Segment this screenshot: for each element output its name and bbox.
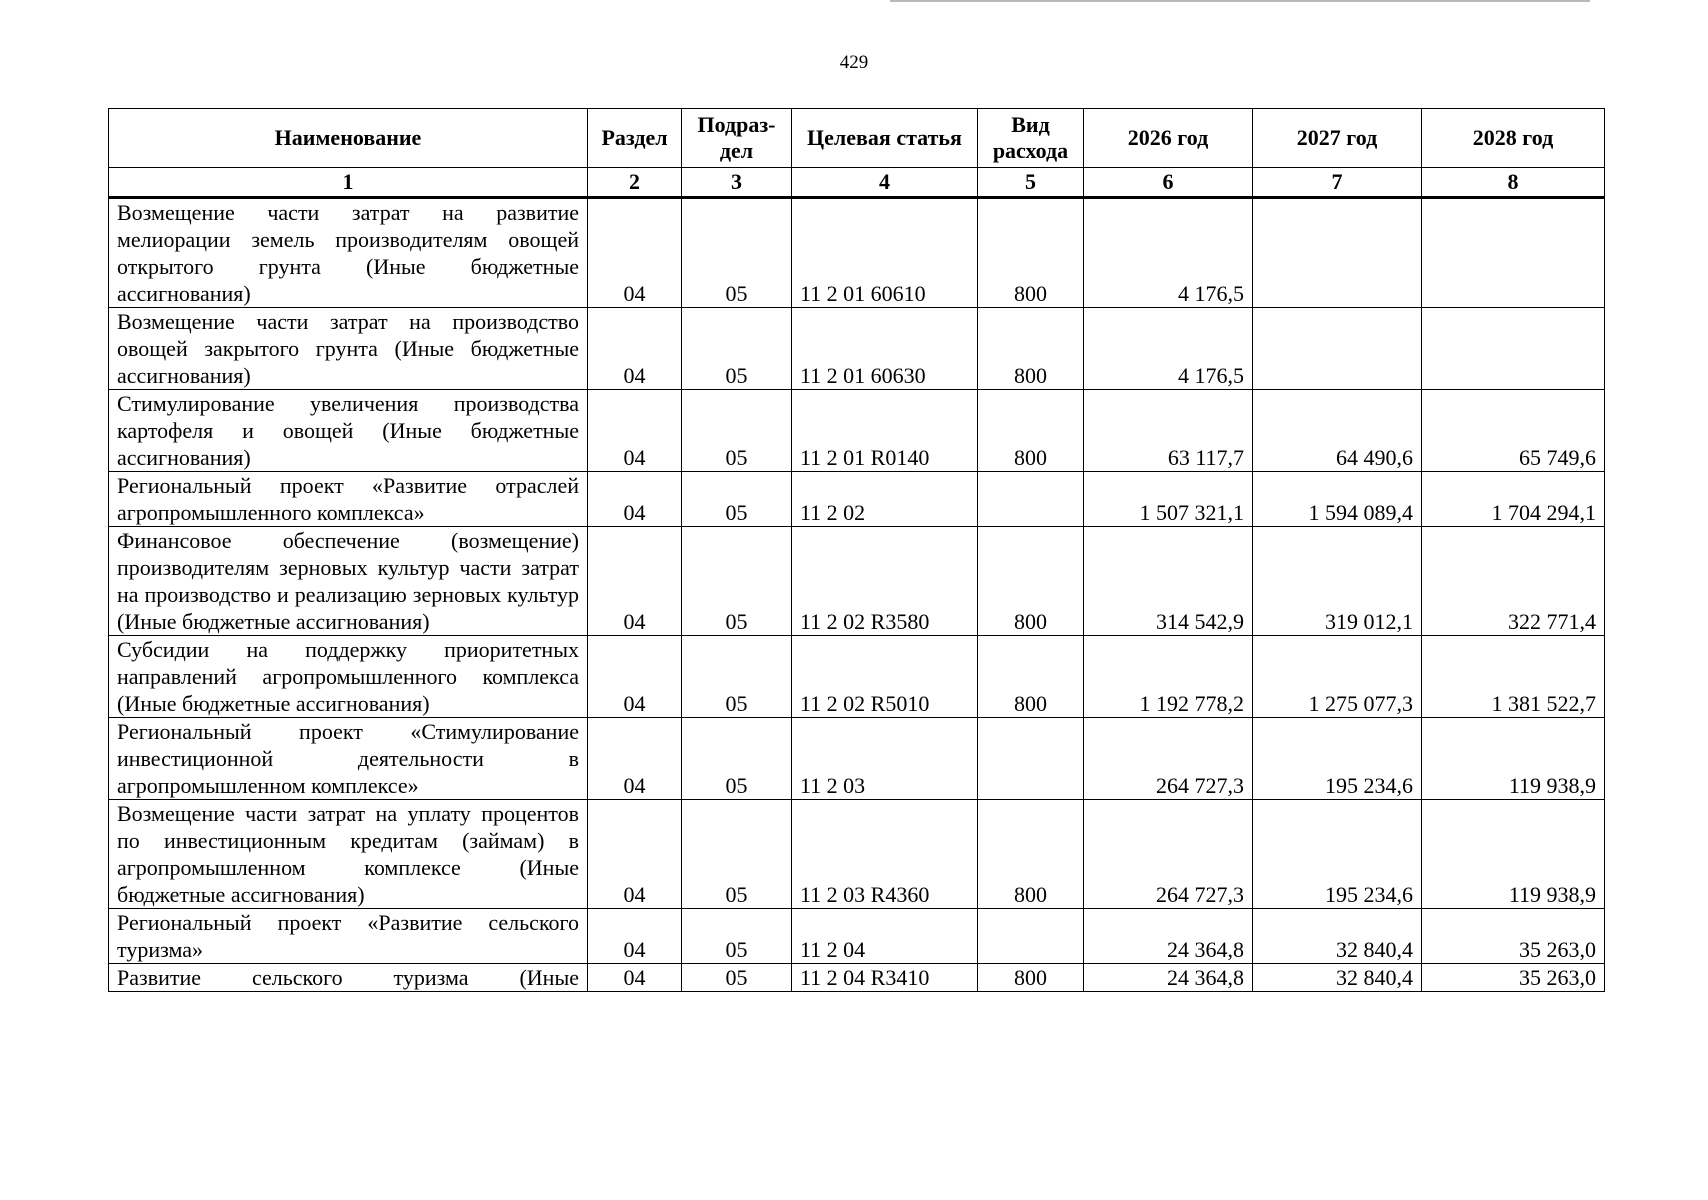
- column-number: 4: [792, 168, 978, 198]
- header-podrazdel: Подраз-дел: [682, 109, 792, 168]
- column-number-row: [109, 168, 1605, 198]
- row-target: 11 2 02 R5010: [792, 636, 978, 718]
- header-name: Наименование: [109, 109, 588, 168]
- row-2028: 65 749,6: [1422, 390, 1605, 472]
- row-2027: 64 490,6: [1253, 390, 1422, 472]
- scan-edge-line: [890, 0, 1590, 2]
- row-podrazdel: 05: [682, 909, 792, 964]
- table-row: [109, 198, 1605, 308]
- row-target: 11 2 02: [792, 472, 978, 527]
- row-name: Субсидии на поддержку приоритетных направлений агропромышленного комплекса (Иные бюджетные ассигнования): [109, 636, 588, 718]
- row-vid: 800: [978, 308, 1084, 390]
- row-razdel: 04: [588, 472, 682, 527]
- table-row: [109, 636, 1605, 718]
- row-2027: 32 840,4: [1253, 964, 1422, 992]
- header-target: Целевая статья: [792, 109, 978, 168]
- row-podrazdel: 05: [682, 800, 792, 909]
- row-razdel: 04: [588, 964, 682, 992]
- row-vid: [978, 472, 1084, 527]
- row-2026: 1 192 778,2: [1084, 636, 1253, 718]
- row-2028: 1 381 522,7: [1422, 636, 1605, 718]
- row-target: 11 2 01 60610: [792, 198, 978, 308]
- row-vid: 800: [978, 636, 1084, 718]
- row-podrazdel: 05: [682, 718, 792, 800]
- row-razdel: 04: [588, 718, 682, 800]
- row-vid: [978, 718, 1084, 800]
- row-podrazdel: 05: [682, 198, 792, 308]
- row-2026: 264 727,3: [1084, 800, 1253, 909]
- header-2027: 2027 год: [1253, 109, 1422, 168]
- row-target: 11 2 03: [792, 718, 978, 800]
- table-row: [109, 909, 1605, 964]
- row-target: 11 2 04 R3410: [792, 964, 978, 992]
- row-name: Возмещение части затрат на уплату процентов по инвестиционным кредитам (займам) в агропромышленном комплексе (Иные бюджетные ассигнования): [109, 800, 588, 909]
- row-target: 11 2 03 R4360: [792, 800, 978, 909]
- row-name: Стимулирование увеличения производства картофеля и овощей (Иные бюджетные ассигнования): [109, 390, 588, 472]
- column-number: 3: [682, 168, 792, 198]
- row-2028: 119 938,9: [1422, 718, 1605, 800]
- row-razdel: 04: [588, 909, 682, 964]
- row-2026: 4 176,5: [1084, 198, 1253, 308]
- table-row: [109, 390, 1605, 472]
- table-row: [109, 800, 1605, 909]
- row-2026: 314 542,9: [1084, 527, 1253, 636]
- row-name: Региональный проект «Развитие отраслей агропромышленного комплекса»: [109, 472, 588, 527]
- page-number: 429: [839, 52, 869, 73]
- row-2027: 195 234,6: [1253, 718, 1422, 800]
- row-podrazdel: 05: [682, 472, 792, 527]
- column-number: 1: [109, 168, 588, 198]
- row-2027: 32 840,4: [1253, 909, 1422, 964]
- row-vid: [978, 909, 1084, 964]
- row-razdel: 04: [588, 390, 682, 472]
- row-podrazdel: 05: [682, 636, 792, 718]
- row-razdel: 04: [588, 527, 682, 636]
- table-row: [109, 527, 1605, 636]
- row-target: 11 2 04: [792, 909, 978, 964]
- row-vid: 800: [978, 800, 1084, 909]
- row-razdel: 04: [588, 800, 682, 909]
- budget-table: [108, 108, 1605, 992]
- header-razdel: Раздел: [588, 109, 682, 168]
- header-row: [109, 109, 1605, 168]
- row-2026: 24 364,8: [1084, 964, 1253, 992]
- header-2026: 2026 год: [1084, 109, 1253, 168]
- row-podrazdel: 05: [682, 527, 792, 636]
- table-row: [109, 964, 1605, 992]
- row-2026: 264 727,3: [1084, 718, 1253, 800]
- row-2026: 1 507 321,1: [1084, 472, 1253, 527]
- table-row: [109, 718, 1605, 800]
- row-vid: 800: [978, 198, 1084, 308]
- row-podrazdel: 05: [682, 308, 792, 390]
- row-2026: 4 176,5: [1084, 308, 1253, 390]
- row-target: 11 2 02 R3580: [792, 527, 978, 636]
- column-number: 7: [1253, 168, 1422, 198]
- row-2027: 319 012,1: [1253, 527, 1422, 636]
- row-2026: 24 364,8: [1084, 909, 1253, 964]
- row-2026: 63 117,7: [1084, 390, 1253, 472]
- row-name: Финансовое обеспечение (возмещение) производителям зерновых культур части затрат на производство и реализацию зерновых культур (Иные бюджетные ассигнования): [109, 527, 588, 636]
- row-name: Региональный проект «Развитие сельского туризма»: [109, 909, 588, 964]
- row-podrazdel: 05: [682, 390, 792, 472]
- row-2027: 1 275 077,3: [1253, 636, 1422, 718]
- row-2027: 1 594 089,4: [1253, 472, 1422, 527]
- row-2027: 195 234,6: [1253, 800, 1422, 909]
- header-2028: 2028 год: [1422, 109, 1605, 168]
- row-name: Возмещение части затрат на развитие мелиорации земель производителям овощей открытого грунта (Иные бюджетные ассигнования): [109, 198, 588, 308]
- table-body: [109, 198, 1605, 992]
- row-razdel: 04: [588, 308, 682, 390]
- row-podrazdel: 05: [682, 964, 792, 992]
- row-name: Региональный проект «Стимулирование инвестиционной деятельности в агропромышленном комплексе»: [109, 718, 588, 800]
- row-vid: 800: [978, 527, 1084, 636]
- row-2028: 1 704 294,1: [1422, 472, 1605, 527]
- row-2027: [1253, 308, 1422, 390]
- table-row: [109, 472, 1605, 527]
- row-vid: 800: [978, 390, 1084, 472]
- row-2028: [1422, 198, 1605, 308]
- row-name: Возмещение части затрат на производство овощей закрытого грунта (Иные бюджетные ассигнования): [109, 308, 588, 390]
- column-number: 5: [978, 168, 1084, 198]
- row-razdel: 04: [588, 198, 682, 308]
- row-2028: 119 938,9: [1422, 800, 1605, 909]
- column-number: 6: [1084, 168, 1253, 198]
- row-2028: 35 263,0: [1422, 909, 1605, 964]
- table-header: [109, 109, 1605, 198]
- row-target: 11 2 01 60630: [792, 308, 978, 390]
- row-name: Развитие сельского туризма (Иные: [109, 964, 588, 992]
- row-2028: [1422, 308, 1605, 390]
- row-vid: 800: [978, 964, 1084, 992]
- row-2027: [1253, 198, 1422, 308]
- column-number: 8: [1422, 168, 1605, 198]
- row-2028: 322 771,4: [1422, 527, 1605, 636]
- row-razdel: 04: [588, 636, 682, 718]
- row-target: 11 2 01 R0140: [792, 390, 978, 472]
- row-2028: 35 263,0: [1422, 964, 1605, 992]
- header-vid: Вид расхода: [978, 109, 1084, 168]
- column-number: 2: [588, 168, 682, 198]
- table-row: [109, 308, 1605, 390]
